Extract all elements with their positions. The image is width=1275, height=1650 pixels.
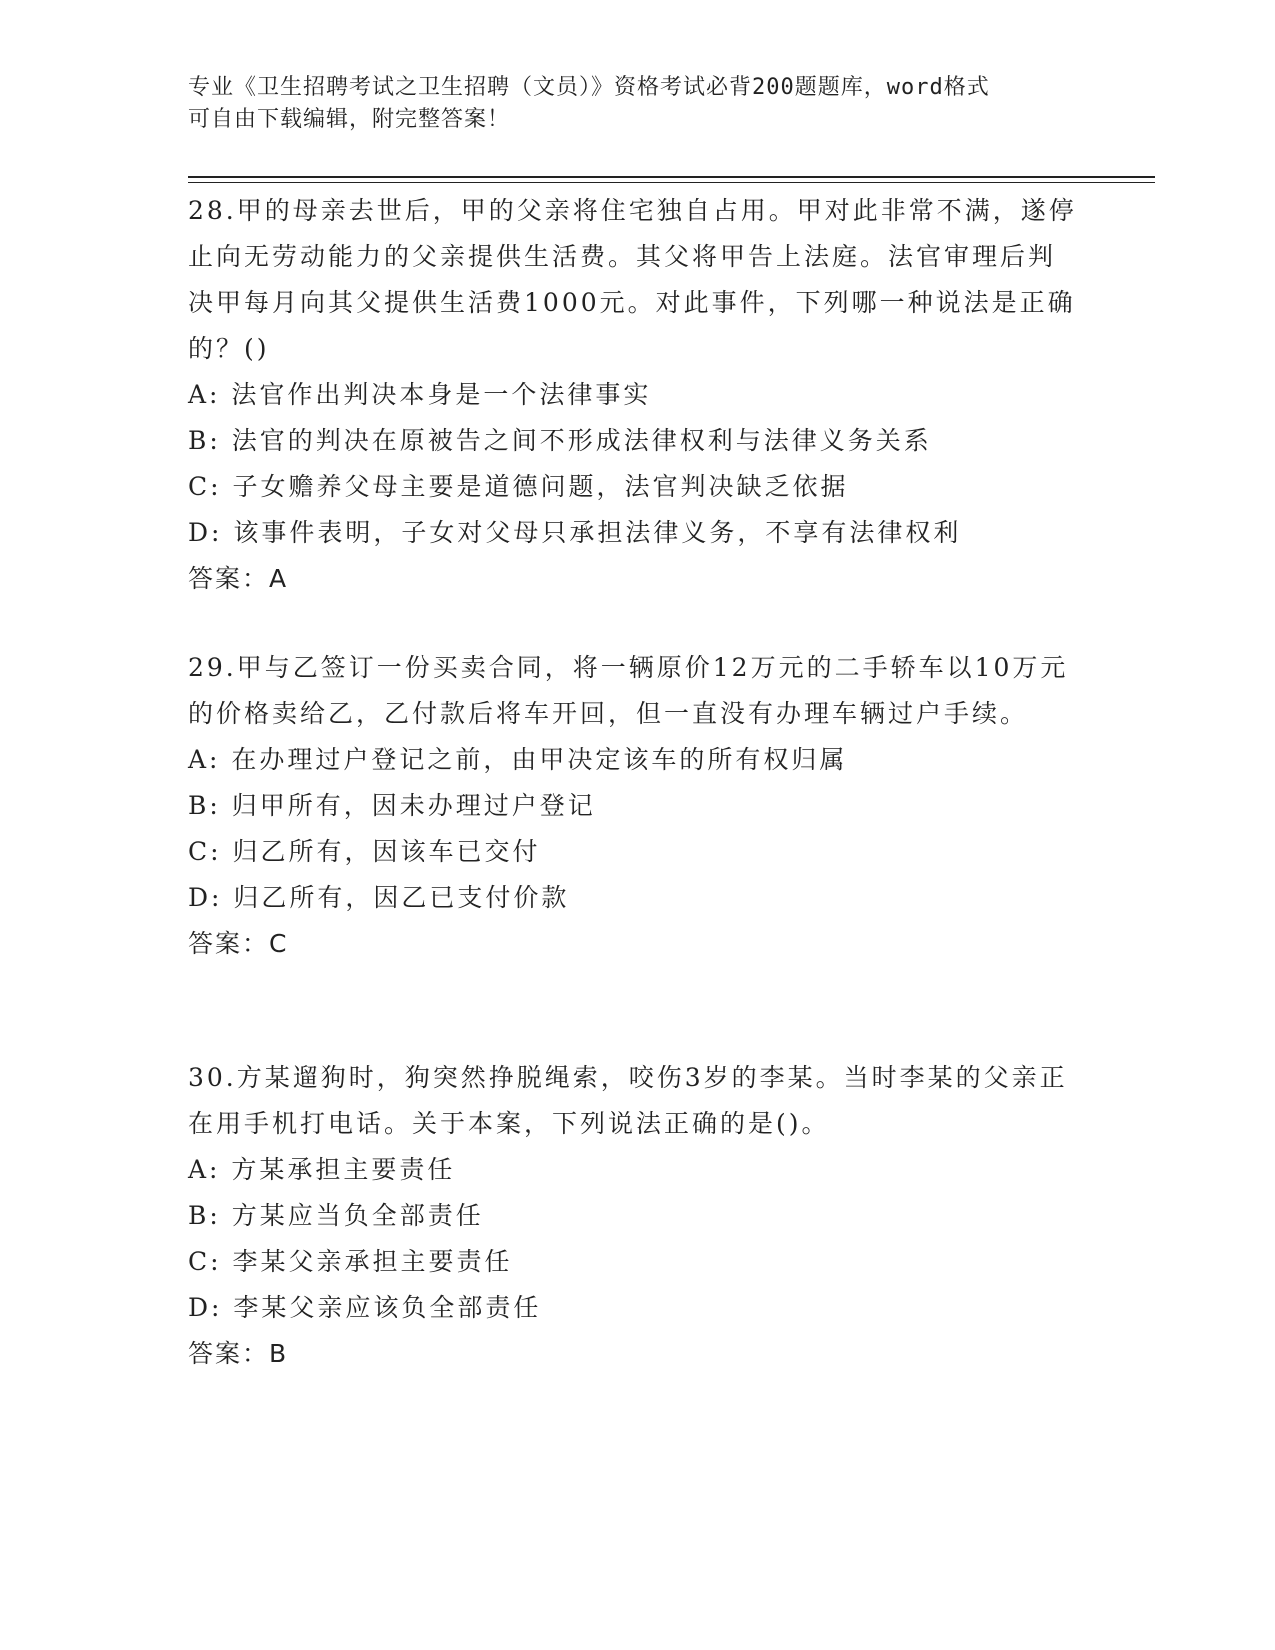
- option-b: B: 归甲所有，因未办理过户登记: [188, 791, 596, 820]
- answer-line: 答案：A: [188, 564, 289, 593]
- option-d: D: 该事件表明，子女对父母只承担法律义务，不享有法律权利: [188, 518, 962, 547]
- document-header: [188, 72, 1078, 136]
- question-block: [188, 188, 1078, 602]
- question-body: 甲的母亲去世后，甲的父亲将住宅独自占用。甲对此非常不满，遂停止向无劳动能力的父亲提供生活费。其父将甲告上法庭。法官审理后判决甲每月向其父提供生活费1000元。对此事件，下列哪一种说法是正确的？(): [188, 196, 1077, 363]
- question-text: [188, 188, 1078, 372]
- option-c: C: 归乙所有，因该车已交付: [188, 837, 541, 866]
- question-number: 30.: [188, 1063, 237, 1092]
- question-text: [188, 1055, 1078, 1147]
- option-b: B: 法官的判决在原被告之间不形成法律权利与法律义务关系: [188, 426, 932, 455]
- option-d: D: 李某父亲应该负全部责任: [188, 1293, 542, 1322]
- header-line-1: 专业《卫生招聘考试之卫生招聘（文员）》资格考试必背200题题库，word格式: [188, 75, 990, 100]
- option-d: D: 归乙所有，因乙已支付价款: [188, 883, 570, 912]
- question-number: 28.: [188, 196, 237, 225]
- header-divider-thick: [188, 176, 1155, 178]
- question-body: 甲与乙签订一份买卖合同，将一辆原价12万元的二手轿车以10万元的价格卖给乙，乙付款后将车开回，但一直没有办理车辆过户手续。: [188, 653, 1069, 728]
- question-body: 方某遛狗时，狗突然挣脱绳索，咬伤3岁的李某。当时李某的父亲正在用手机打电话。关于本案，下列说法正确的是()。: [188, 1063, 1068, 1138]
- question-block: [188, 645, 1078, 967]
- answer-line: 答案：B: [188, 1339, 289, 1368]
- header-divider-thin: [188, 182, 1155, 183]
- question-text: [188, 645, 1078, 737]
- question-block: [188, 1055, 1078, 1377]
- header-line-2: 可自由下载编辑，附完整答案！: [188, 107, 511, 132]
- option-c: C: 李某父亲承担主要责任: [188, 1247, 513, 1276]
- answer-line: 答案：C: [188, 929, 289, 958]
- question-number: 29.: [188, 653, 237, 682]
- option-a: A: 在办理过户登记之前，由甲决定该车的所有权归属: [188, 745, 848, 774]
- option-c: C: 子女赡养父母主要是道德问题，法官判决缺乏依据: [188, 472, 849, 501]
- option-a: A: 方某承担主要责任: [188, 1155, 456, 1184]
- option-a: A: 法官作出判决本身是一个法律事实: [188, 380, 652, 409]
- option-b: B: 方某应当负全部责任: [188, 1201, 484, 1230]
